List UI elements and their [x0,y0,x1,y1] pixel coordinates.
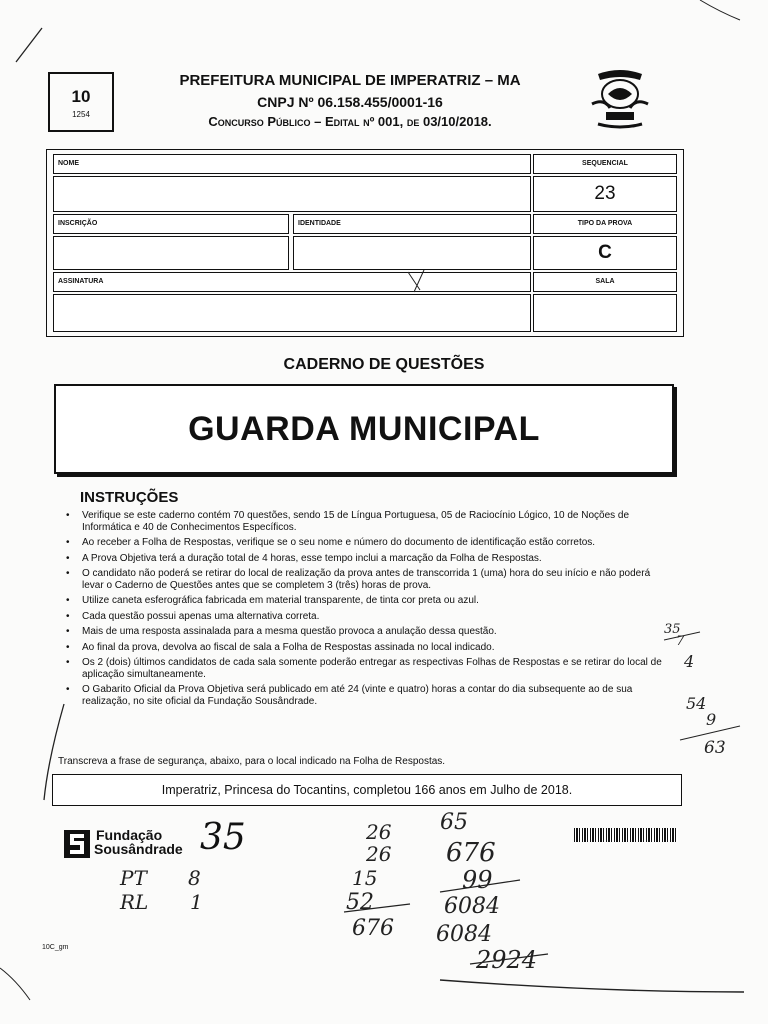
assinatura-label-cell [53,272,531,292]
inscricao-label-cell [53,214,289,234]
booklet-code: 1254 [72,110,90,119]
handwritten-calc: 6084 [436,922,492,947]
handwritten-calc: 26 [366,842,392,866]
anniversary-number: 35 [200,817,246,858]
handwritten-calc: 15 [352,866,378,890]
handwritten-calc: 65 [440,810,468,835]
instruction-text: Ao final da prova, devolva ao fiscal de sala a Folha de Respostas assinada no local indicado. [82,641,495,653]
instruction-item [64,657,668,680]
instructions-list [64,510,668,711]
barcode [574,828,678,842]
exam-title-box [54,384,674,474]
bullet-icon: • [66,684,70,695]
instructions-heading: INSTRUÇÕES [80,489,179,506]
fundacao-s-mark-icon [64,830,90,858]
name-label-cell [53,154,531,174]
sala-label: SALA [595,278,615,285]
pen-stroke [16,28,42,62]
bullet-icon: • [66,595,70,606]
booklet-number-box [48,72,114,132]
instruction-item [64,642,668,654]
instruction-text: Os 2 (dois) últimos candidatos de cada sala somente poderão entregar as respectivas Folhas de Respostas e se retirar do local de aplicação simultaneamente. [82,657,662,680]
bullet-icon: • [66,641,70,653]
handwritten-pt-value: 8 [188,866,201,890]
logo-line1: Fundação [96,827,163,843]
instruction-item [64,595,668,607]
instruction-item [64,626,668,638]
sequencial-field [533,176,677,212]
cnpj-line: CNPJ Nº 06.158.455/0001-16 [257,94,443,110]
pen-stroke [440,980,744,992]
instruction-item [64,553,668,565]
instruction-text: Cada questão possui apenas uma alternativa correta. [82,610,320,622]
exam-title: GUARDA MUNICIPAL [188,410,540,448]
handwritten-note: 63 [704,738,726,758]
footer-code: 10C_gm [42,944,69,951]
candidate-id-form [46,149,684,337]
signature-field[interactable] [53,294,531,332]
bullet-icon: • [66,537,70,548]
inscricao-field[interactable] [53,236,289,270]
instruction-item [64,684,668,707]
sequencial-label-cell [533,154,677,174]
handwritten-note: 9 [706,710,717,729]
instruction-text: Verifique se este caderno contém 70 questões, sendo 15 de Língua Portuguesa, 05 de Raciocínio Lógico, 10 de Noções de Informática e 40 de Conhecimentos Específicos. [82,510,630,533]
sequencial-value: 23 [594,183,616,204]
booklet-number: 10 [71,87,91,106]
tipo-prova-field [533,236,677,270]
instruction-text: Utilize caneta esferográfica fabricada em material transparente, de tinta cor preta ou azul. [82,595,479,606]
instruction-text: Ao receber a Folha de Respostas, verifique se o seu nome e número do documento de identificação estão corretos. [82,537,596,548]
instruction-text: O candidato não poderá se retirar do local de realização da prova antes de transcorrida 1 (uma) hora do seu início e não poderá levar o Caderno de Questões antes que se completem 3 (três) horas de prova. [82,568,651,591]
bullet-icon: • [66,552,70,564]
handwritten-calc: 26 [366,820,392,844]
inscricao-label: INSCRIÇÃO [58,220,98,227]
handwritten-calc: 2924 [476,946,538,974]
bullet-icon: • [66,610,70,622]
instruction-item [64,537,668,549]
handwritten-note: 35 [664,622,681,637]
security-phrase-label: Transcreva a frase de segurança, abaixo, para o local indicado na Folha de Respostas. [58,756,446,767]
handwritten-calc: 676 [352,916,394,941]
booklet-type-title: CADERNO DE QUESTÕES [283,356,485,373]
instruction-text: Mais de uma resposta assinalada para a mesma questão provoca a anulação dessa questão. [82,626,497,637]
handwritten-calc: 99 [462,866,493,894]
identidade-field[interactable] [293,236,531,270]
assinatura-label: ASSINATURA [58,278,104,285]
instruction-item [64,568,668,591]
instruction-text: O Gabarito Oficial da Prova Objetiva será publicado em até 24 (vinte e quatro) horas a contar do dia subsequente ao de sua realização, no site oficial da Fundação Sousândrade. [82,684,633,707]
handwritten-note: 54 [686,694,707,713]
logo-line2: Sousândrade [94,841,183,857]
instruction-item [64,510,668,533]
security-phrase: Imperatriz, Princesa do Tocantins, completou 166 anos em Julho de 2018. [161,783,573,797]
handwritten-note: 7 [676,634,685,649]
name-label: NOME [58,160,79,167]
sala-field[interactable] [533,294,677,332]
tipo-prova-value: C [598,242,612,263]
bullet-icon: • [66,657,70,668]
security-phrase-box [52,774,682,806]
handwritten-pt-label: PT [120,866,147,890]
name-field[interactable] [53,176,531,212]
edital-line: Concurso Público – Edital nº 001, de 03/10/2018. [208,114,492,129]
handwritten-rl-value: 1 [190,890,203,914]
handwritten-calc: 6084 [444,894,500,919]
pen-stroke [0,968,30,1000]
bullet-icon: • [66,568,70,579]
handwritten-calc: 52 [346,890,374,915]
tipo-prova-label: TIPO DA PROVA [577,220,633,227]
handwritten-calc: 676 [446,838,496,868]
city-coat-of-arms-icon [588,64,652,132]
sequencial-label: SEQUENCIAL [582,160,628,167]
handwritten-rl-label: RL [120,890,149,914]
identidade-label-cell [293,214,531,234]
instruction-text: A Prova Objetiva terá a duração total de 4 horas, esse tempo inclui a marcação da Folha de Respostas. [82,552,542,564]
sala-label-cell [533,272,677,292]
institution-title: PREFEITURA MUNICIPAL DE IMPERATRIZ – MA [179,72,521,89]
identidade-label: IDENTIDADE [298,220,341,227]
instruction-item [64,611,668,623]
bullet-icon: • [66,510,70,521]
bullet-icon: • [66,626,70,637]
handwritten-note: 4 [684,652,695,671]
pen-stroke [700,0,740,20]
tipo-prova-label-cell [533,214,677,234]
